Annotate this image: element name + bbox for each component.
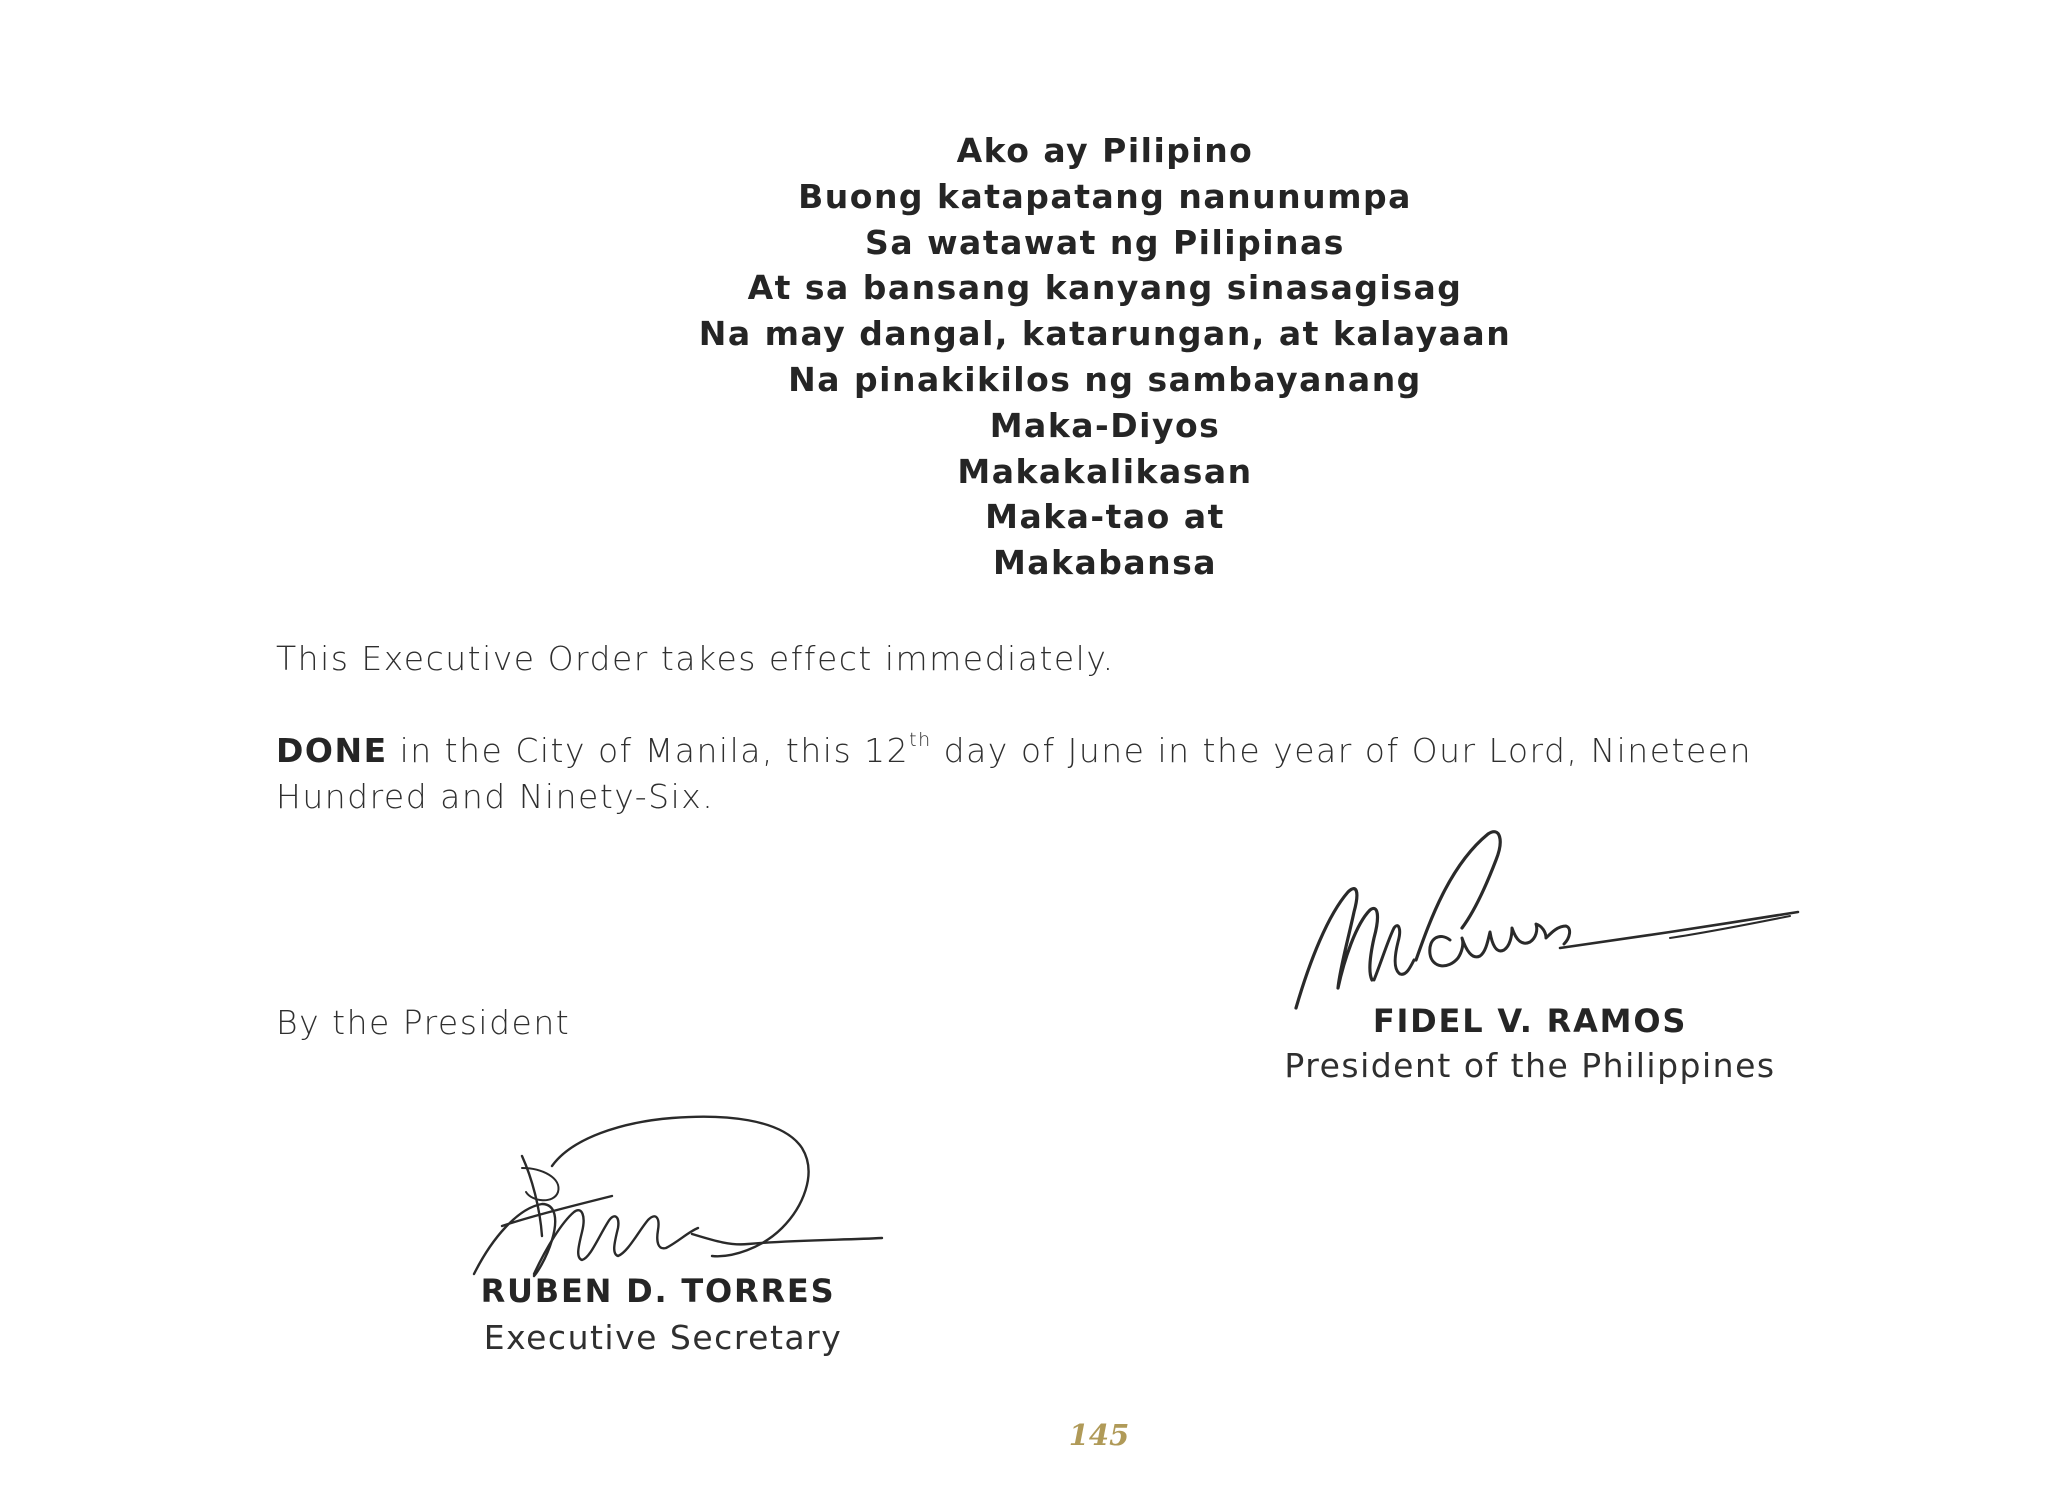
president-name: FIDEL V. RAMOS xyxy=(1372,1002,1688,1040)
pledge-text xyxy=(0,128,2048,586)
president-title: President of the Philippines xyxy=(1284,1046,1776,1085)
pledge-line: Maka-Diyos xyxy=(989,405,1221,445)
pledge-line: Ako ay Pilipino xyxy=(956,131,1254,170)
secretary-name: RUBEN D. TORRES xyxy=(480,1272,836,1310)
done-text: in the City of Manila, this 12 xyxy=(387,731,910,770)
pledge-line: Na may dangal, katarungan, at kalayaan xyxy=(698,314,1512,354)
done-text-continued: day of June in the year of Our Lord, Nineteen xyxy=(931,731,1752,770)
page-number: 145 xyxy=(1068,1418,1130,1452)
signature-torres-icon xyxy=(462,1108,902,1298)
pledge-line: Makakalikasan xyxy=(957,451,1253,491)
signature-ramos-icon xyxy=(1290,820,1810,1020)
pledge-line: Buong katapatang nanunumpa xyxy=(798,176,1412,216)
pledge-line: Sa watawat ng Pilipinas xyxy=(865,222,1345,262)
ordinal-suffix: th xyxy=(909,729,932,751)
effectivity-clause: This Executive Order takes effect immediately. xyxy=(276,639,1115,678)
done-clause xyxy=(276,728,1752,820)
done-clause-line-2: Hundred and Ninety-Six. xyxy=(276,777,715,816)
by-the-president-label: By the President xyxy=(276,1003,571,1042)
pledge-line: Maka-tao at xyxy=(985,497,1225,537)
pledge-line: Na pinakikilos ng sambayanang xyxy=(788,359,1422,399)
pledge-line: Makabansa xyxy=(992,543,1218,583)
done-lead: DONE xyxy=(276,731,388,770)
pledge-line: At sa bansang kanyang sinasagisag xyxy=(747,268,1463,308)
secretary-title: Executive Secretary xyxy=(483,1318,843,1357)
